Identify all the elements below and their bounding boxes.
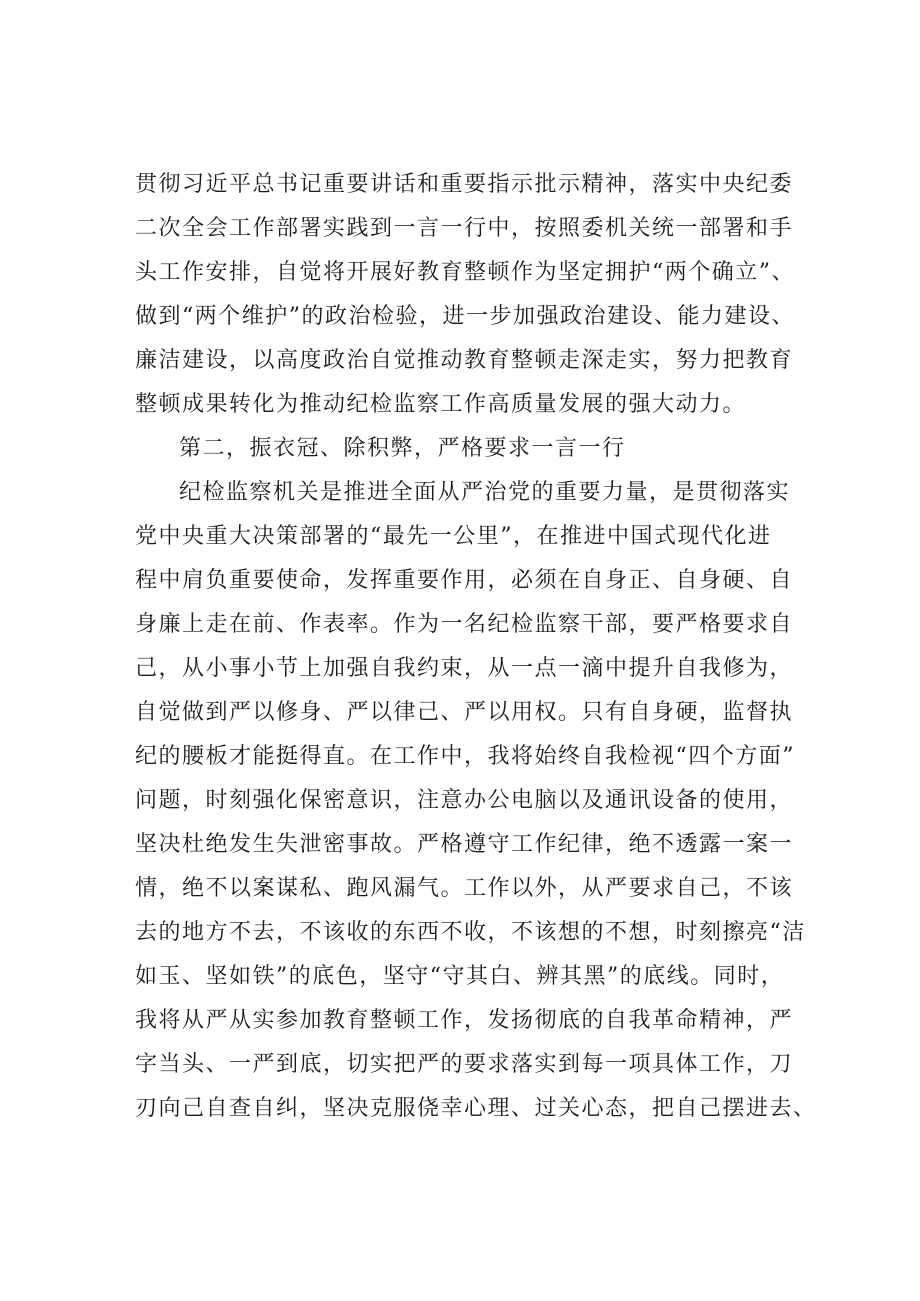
paragraph-line: 二次全会工作部署实践到一言一行中，按照委机关统一部署和手: [135, 216, 794, 241]
paragraph-line: 纪的腰板才能挺得直。在工作中，我将始终自我检视“四个方面”: [135, 744, 795, 769]
paragraph-line: 坚决杜绝发生失泄密事故。严格遵守工作纪律，绝不透露一案一: [135, 832, 794, 857]
paragraph-line: 廉洁建设，以高度政治自觉推动教育整顿走深走实，努力把教育: [135, 348, 794, 373]
section-heading: 第二，振衣冠、除积弊，严格要求一言一行: [179, 436, 626, 461]
paragraph-line: 贯彻习近平总书记重要讲话和重要指示批示精神，落实中央纪委: [135, 172, 794, 197]
paragraph-line: 问题，时刻强化保密意识，注意办公电脑以及通讯设备的使用，: [135, 788, 794, 813]
paragraph-line: 做到“两个维护”的政治检验，进一步加强政治建设、能力建设、: [135, 304, 795, 329]
paragraph-line: 我将从严从实参加教育整顿工作，发扬彻底的自我革命精神，严: [135, 1008, 794, 1033]
paragraph-line: 字当头、一严到底，切实把严的要求落实到每一项具体工作，刀: [135, 1052, 794, 1077]
paragraph-line: 整顿成果转化为推动纪检监察工作高质量发展的强大动力。: [135, 392, 747, 417]
paragraph-line: 党中央重大决策部署的“最先一公里”，在推进中国式现代化进: [135, 524, 772, 549]
paragraph-line: 头工作安排，自觉将开展好教育整顿作为坚定拥护“两个确立”、: [135, 260, 795, 285]
paragraph-line: 己，从小事小节上加强自我约束，从一点一滴中提升自我修为，: [135, 656, 794, 681]
paragraph-line: 自觉做到严以修身、严以律己、严以用权。只有自身硬，监督执: [135, 700, 794, 725]
paragraph-line: 纪检监察机关是推进全面从严治党的重要力量，是贯彻落实: [179, 480, 791, 505]
paragraph-line: 去的地方不去，不该收的东西不收，不该想的不想，时刻擦亮“洁: [135, 920, 806, 945]
paragraph-line: 如玉、坚如铁”的底色，坚守“守其白、辨其黑”的底线。同时，: [135, 964, 785, 989]
paragraph-line: 刃向己自查自纠，坚决克服侥幸心理、过关心态，把自己摆进去、: [135, 1096, 817, 1121]
paragraph-line: 程中肩负重要使命，发挥重要作用，必须在自身正、自身硬、自: [135, 568, 794, 593]
paragraph-line: 身廉上走在前、作表率。作为一名纪检监察干部，要严格要求自: [135, 612, 794, 637]
paragraph-line: 情，绝不以案谋私、跑风漏气。工作以外，从严要求自己，不该: [135, 876, 794, 901]
